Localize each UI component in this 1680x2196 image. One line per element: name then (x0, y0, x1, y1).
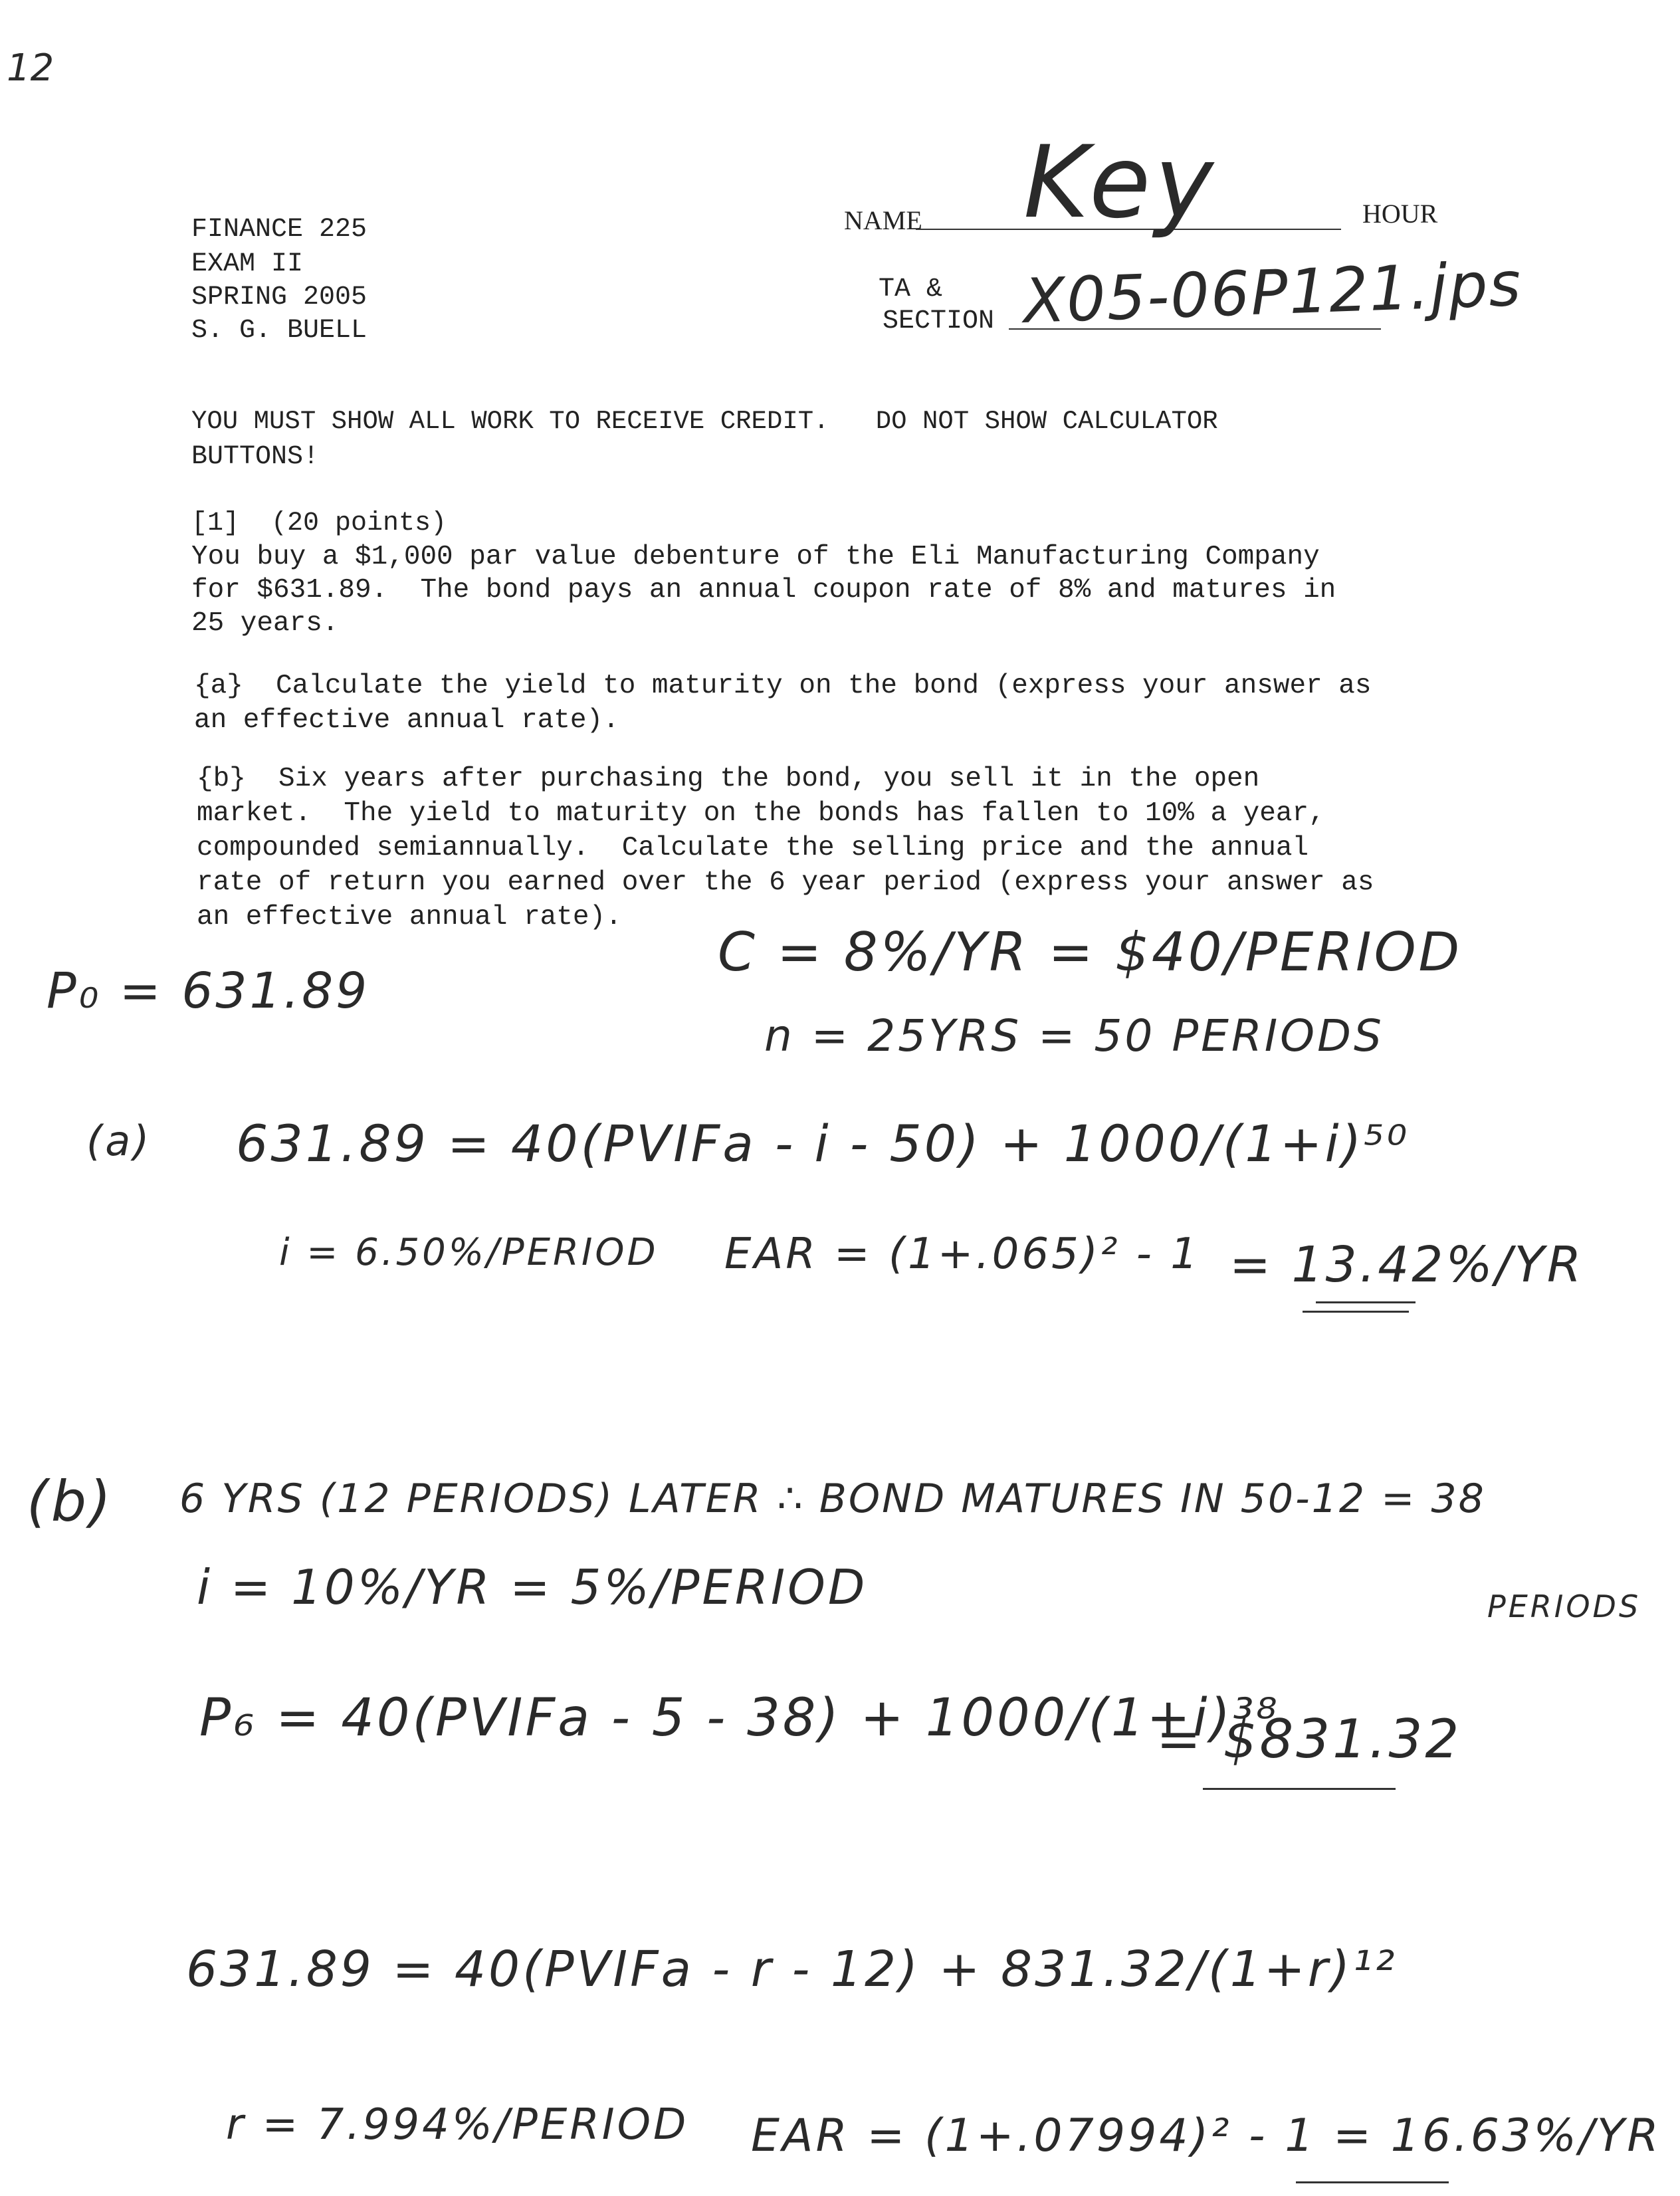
part-a-line-2: an effective annual rate). (194, 705, 619, 736)
question-heading: [1] (20 points) (191, 508, 447, 538)
section-label: SECTION (883, 306, 995, 336)
question-intro-2: for $631.89. The bond pays an annual coupon rate of 8% and matures in (191, 575, 1336, 605)
hw-part-b-ear: EAR = (1+.07994)² - 1 = 16.63%/YR (751, 2110, 1661, 2162)
name-label: NAME (844, 205, 922, 235)
hw-p0: P₀ = 631.89 (47, 962, 370, 1020)
course-title: FINANCE 225 (191, 215, 368, 245)
hw-part-b-periods: PERIODS (1487, 1589, 1641, 1624)
hw-n: n = 25YRS = 50 PERIODS (764, 1010, 1384, 1061)
hw-part-a-rate: i = 6.50%/PERIOD (279, 1231, 659, 1274)
hw-part-a-label: (a) (86, 1117, 152, 1165)
ta-label: TA & (879, 274, 943, 304)
part-b-line-5: an effective annual rate). (197, 902, 622, 933)
hw-part-b-period-rate: r = 7.994%/PERIOD (226, 2100, 689, 2149)
hw-part-a-answer: = 13.42%/YR (1229, 1236, 1584, 1293)
hw-part-b-return-equation: 631.89 = 40(PVIFa - r - 12) + 831.32/(1+r)¹² (186, 1941, 1398, 1998)
term: SPRING 2005 (191, 282, 368, 312)
part-b-line-2: market. The yield to maturity on the bonds has fallen to 10% a year, (197, 798, 1325, 829)
hw-answer-underline-2 (1303, 1311, 1409, 1313)
hw-part-b-price: = $831.32 (1156, 1708, 1462, 1770)
hw-part-a-ear: EAR = (1+.065)² - 1 (724, 1230, 1200, 1279)
part-b-line-3: compounded semiannually. Calculate the selling price and the annual (197, 833, 1309, 863)
hour-label: HOUR (1362, 199, 1438, 229)
hw-price-underline (1203, 1788, 1396, 1790)
instructions-line-1: YOU MUST SHOW ALL WORK TO RECEIVE CREDIT. DO NOT SHOW CALCULATOR (191, 407, 1218, 436)
exam-title: EXAM II (191, 249, 304, 279)
part-a-line-1: {a} Calculate the yield to maturity on the bond (express your answer as (194, 671, 1372, 701)
question-intro-1: You buy a $1,000 par value debenture of the Eli Manufacturing Company (191, 542, 1320, 572)
instructions-line-2: BUTTONS! (191, 442, 320, 472)
hw-part-a-equation: 631.89 = 40(PVIFa - i - 50) + 1000/(1+i)⁵⁰ (236, 1114, 1410, 1173)
question-intro-3: 25 years. (191, 608, 339, 639)
hw-answer-underline (1316, 1301, 1416, 1303)
part-b-line-4: rate of return you earned over the 6 year period (express your answer as (197, 867, 1374, 898)
hw-ear-underline (1296, 2181, 1449, 2183)
instructor: S. G. BUELL (191, 316, 368, 346)
section-value: X05-06P121.jps (1022, 248, 1523, 337)
name-value: Key (1023, 125, 1218, 241)
margin-mark: 12 (7, 47, 54, 90)
hw-part-b-price-equation: P₆ = 40(PVIFa - 5 - 38) + 1000/(1+i)³⁸ (199, 1688, 1280, 1748)
hw-part-b-label: (b) (27, 1469, 114, 1534)
hw-part-b-rate: i = 10%/YR = 5%/PERIOD (197, 1559, 868, 1615)
hw-part-b-line-1: 6 YRS (12 PERIODS) LATER ∴ BOND MATURES IN 50-12 = 38 (179, 1476, 1486, 1522)
part-b-line-1: {b} Six years after purchasing the bond, you sell it in the open (197, 764, 1260, 794)
hw-coupon: C = 8%/YR = $40/PERIOD (718, 921, 1463, 983)
